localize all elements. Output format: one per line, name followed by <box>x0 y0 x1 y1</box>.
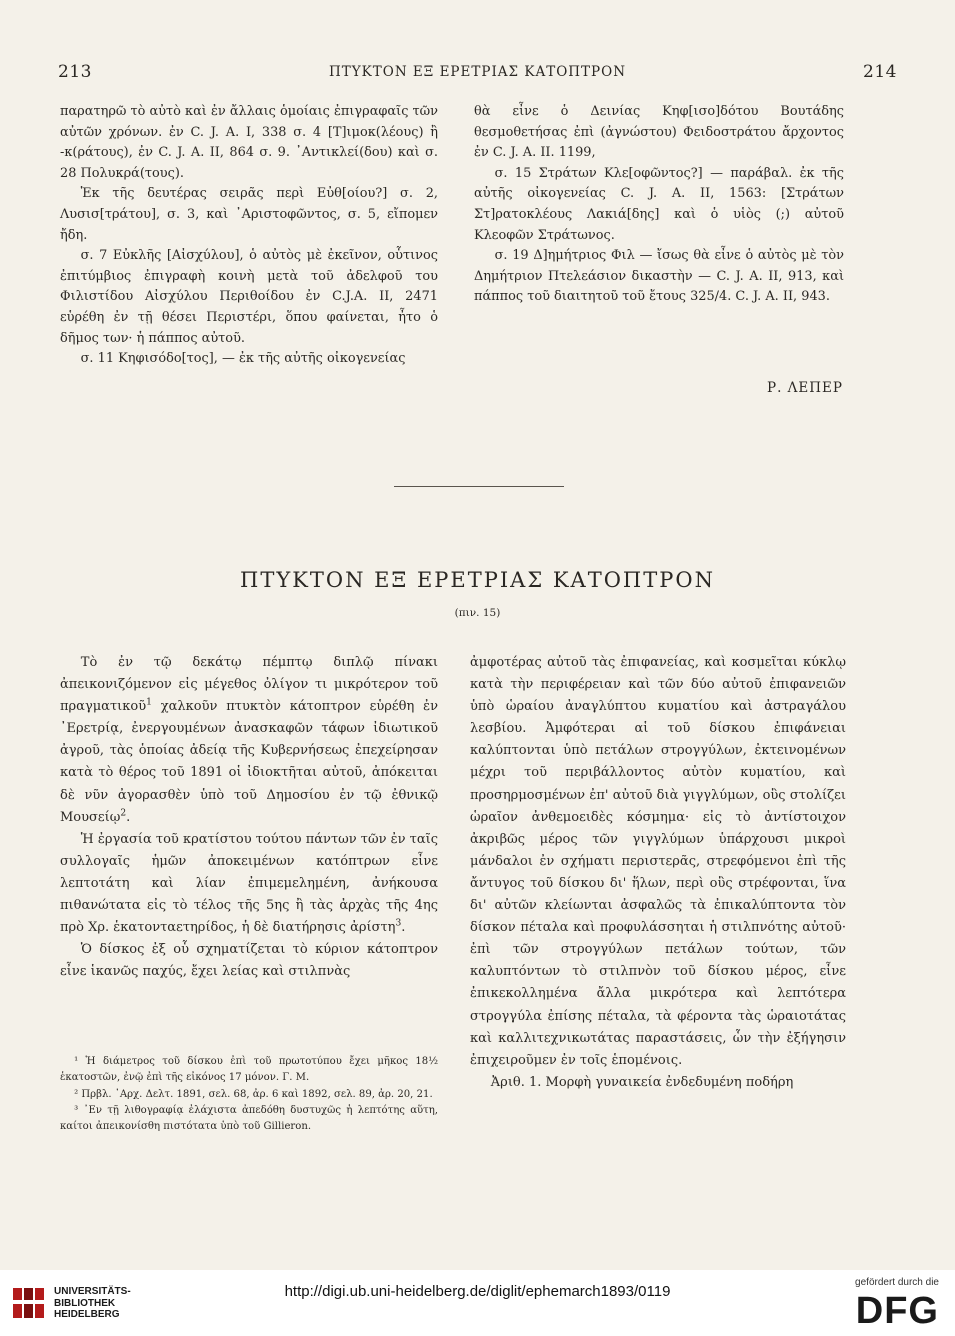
paragraph: σ. 19 Δ]ημήτριος Φιλ — ἴσως θὰ εἶνε ὁ αὐτὸς μὲ τὸν Δημήτριον Πτελεάσιον δικαστὴν — C. J. A. II, 913, καὶ πάππος τοῦ διαιτητοῦ τοῦ ἔτους 325/4. C. J. A. II, 943. <box>474 248 844 305</box>
text: χαλκοῦν πτυκτὸν κάτοπτρον εὑρέθη ἐν ᾿Ερετρίᾳ, ἐνεργουμένων ἀνασκαφῶν τάφων ἰδιωτικοῦ ἀγροῦ, τὰς ὁποίας ἀδείᾳ τῆς Κυβερνήσεως ἐπεχείρησαν κατὰ τὸ θέρος τοῦ 1891 οἱ ἰδιοκτῆται αὐτοῦ, ἀπόκειται δὲ νῦν ἀγορασθὲν ὑπὸ τοῦ Δημοσίου ἐν τῷ ἐθνικῷ Μουσείῳ <box>60 699 438 825</box>
paragraph: Τὸ ἐν τῷ δεκάτῳ πέμπτῳ διπλῷ πίνακι ἀπεικονιζόμενον εἰς μέγεθος ὀλίγον τι μικρότερον τοῦ πραγματικοῦ$^1$ χαλκοῦν πτυκτὸν κάτοπτρον εὑρέθη ἐν ᾿Ερετρίᾳ, ἐνεργουμένων ἀνασκαφῶν τάφων ἰδιωτικοῦ ἀγροῦ, τὰς ὁποίας ἀδείᾳ τῆς Κυβερνήσεως ἐπεχείρησαν κατὰ τὸ θέρος τοῦ 1891 οἱ ἰδιοκτῆται αὐτοῦ, ἀπόκειται δὲ νῦν ἀγορασθὲν ὑπὸ τοῦ Δημοσίου ἐν τῷ ἐθνικῷ Μουσείῳ$^2$. <box>60 655 438 825</box>
page-number-right: 214 <box>863 62 897 82</box>
paragraph: ἀμφοτέρας αὐτοῦ τὰς ἐπιφανείας, καὶ κοσμεῖται κύκλῳ κατὰ τὴν περιφέρειαν καὶ τῶν δύο αὐτοῦ ἐπιφανειῶν ὑπὸ ὡραίου ἀναγλύπτου κυματίου καὶ ἀστραγάλου λεσβίου. Ἀμφότεραι αἱ τοῦ δίσκου ἐπιφάνειαι καλύπτονται ὑπὸ πετάλων στρογγύλων, ἐκτεινομένων μέχρι τοῦ περιβάλλοντος αὐτὸν κυματίου, καὶ προσηρμοσμένων ἐπ' αὐτοῦ διὰ γιγγλύμων, οὓς στολίζει ὡραῖον ἀνθεμοειδὲς κόσμημα· εἰς τὸ ἀντίστοιχον ἀκριβῶς μέρος τῶν γιγγλύμων ὑπάρχουσι μικροὶ μάνδαλοι ἐν σχήματι περιστερᾶς, στρεφόμενοι ἐπὶ τῆς ἄντυγος τοῦ δίσκου δι' ἥλων, περὶ οὓς στρέφονται, ἵνα δι' αὐτῶν κλείωνται ἀσφαλῶς τὰ ἐπικαλύπτοντα τὸν δίσκον πέταλα καὶ προφυλάσσηται ἡ στιλπνότης αὐτοῦ· ἐπὶ τῶν στρογγύλων πετάλων τούτων, τῶν καλυπτόντων τὸ στιλπνὸν τοῦ δίσκου μέρος, εἶνε ἐπικεκολλημένα ἄλλα μικρότερα καὶ λεπτότερα στρογγύλα ἐπίσης πέταλα, τὰ φέροντα τὰς ὡραιοτάτας καὶ καλλιτεχνικωτάτας παραστάσεις, ὧν τὴν ἐξήγησιν ἐπιχειροῦμεν ἐν τοῖς ἑπομένοις. <box>470 655 846 1068</box>
paragraph: παρατηρῶ τὸ αὐτὸ καὶ ἐν ἄλλαις ὁμοίαις ἐπιγραφαῖς τῶν αὐτῶν χρόνων. ἐν C. J. A. I, 338 σ. 4 [Τ]ιμοκ(λέους) ἢ -κ(ράτους), ἐν C. J. A. II, 864 σ. 9. ᾿Αντικλεί(δου) καὶ σ. 28 Πολυκρά(τους). <box>60 104 438 181</box>
paragraph: θὰ εἶνε ὁ Δεινίας Κηφ[ισο]δότου Βουτάδης θεσμοθετήσας ἐπὶ (ἀγνώστου) Φειδοστράτου ἄρχοντος ἐν C. J. A. II. 1199, <box>474 104 844 161</box>
bottom-left-column <box>60 652 438 983</box>
viewer-footer <box>0 1270 955 1336</box>
paragraph: σ. 7 Εὐκλῆς [Αἰσχύλου], ὁ αὐτὸς μὲ ἐκεῖνον, οὗτινος ἐπιτύμβιος ἐπιγραφὴ κοινὴ μετὰ τοῦ ἀδελφοῦ του Φιλιστίδου Αἰσχύλου Περιθοίδου ἐν C.J.A. II, 2471 εὑρέθη ἐν τῇ θέσει Περιστέρι, ὅπου φαίνεται, ἦτο ὁ δῆμος των· ἡ πάππος αὐτοῦ. <box>60 248 438 346</box>
footnotes <box>60 1054 438 1136</box>
library-name-line: UNIVERSITÄTS- <box>54 1286 131 1297</box>
top-left-column <box>60 102 438 370</box>
text: Τὸ ἐν τῷ δεκάτῳ πέμπτῳ διπλῷ πίνακι ἀπεικονιζόμενον εἰς μέγεθος ὀλίγον τι μικρότερον τοῦ πραγματικοῦ <box>60 655 438 715</box>
text: Ἡ ἐργασία τοῦ κρατίστου τούτου πάντων τῶν ἐν ταῖς συλλογαῖς ἡμῶν ἀποκειμένων κατόπτρων εἶνε λεπτοτάτη καὶ λίαν ἐπιμεμελημένη, ἀνήκουσα πιθανώτατα εἰς τὸ τέλος τῆς 5ης ἢ τὰς ἀρχὰς τῆς 4ης πρὸ Χρ. ἑκατονταετηρίδος, ἡ δὲ διατήρησις ἀρίστη <box>60 831 438 936</box>
footnote: ² Πρβλ. ᾿Αρχ. Δελτ. 1891, σελ. 68, ἀρ. 6 καὶ 1892, σελ. 89, ἀρ. 20, 21. <box>74 1088 433 1100</box>
funding-note: gefördert durch die <box>855 1277 939 1288</box>
permalink-url[interactable]: http://digi.ub.uni-heidelberg.de/diglit/ephemarch1893/0119 <box>284 1283 671 1300</box>
article-title: ΠΤΥΚΤΟΝ ΕΞ ΕΡΕΤΡΙΑΣ ΚΑΤΟΠΤΡΟΝ <box>240 568 715 592</box>
top-right-column <box>474 102 844 308</box>
paragraph: Ἀριθ. 1. Μορφὴ γυναικεία ἐνδεδυμένη ποδήρη <box>490 1074 794 1090</box>
paragraph: Ἐκ τῆς δευτέρας σειρᾶς περὶ Εὐθ[οίου?] σ. 2, Λυσισ[τράτου], σ. 3, καὶ ᾿Αριστοφῶντος, σ. 5, εἴπομεν ἤδη. <box>60 186 438 243</box>
library-name-line: BIBLIOTHEK <box>54 1297 116 1309</box>
footnote: ¹ Ἡ διάμετρος τοῦ δίσκου ἐπὶ τοῦ πρωτοτύπου ἔχει μῆκος 18½ ἑκατοστῶν, ἐνῷ ἐπὶ τῆς εἰκόνος 17 μόνον. Γ. Μ. <box>60 1056 438 1083</box>
footnote-ref: 2 <box>120 808 127 819</box>
footnote-ref: 1 <box>146 697 152 708</box>
plate-reference: (πιν. 15) <box>454 607 501 619</box>
dfg-logo[interactable]: DFG <box>855 1290 939 1332</box>
running-title: ΠΤΥΚΤΟΝ ΕΞ ΕΡΕΤΡΙΑΣ ΚΑΤΟΠΤΡΟΝ <box>328 64 627 80</box>
library-name-line: HEIDELBERG <box>54 1309 120 1320</box>
running-head <box>58 62 897 84</box>
author-signature: Ρ. ΛΕΠΕΡ <box>767 380 843 396</box>
footnote-ref: 3 <box>395 918 402 929</box>
bottom-right-column <box>470 652 846 1094</box>
paragraph: σ. 15 Στράτων Κλε[οφῶντος?] — παράβαλ. ἐκ τῆς αὐτῆς οἰκογενείας C. J. A. II, 1563: [Στράτων Στ]ρατοκλέους Λακιά[δης] καὶ ὁ υἱὸς (;) αὐτοῦ Κλεοφῶν Στράτωνος. <box>474 165 844 243</box>
paragraph: σ. 11 Κηφισόδο[τος], — ἐκ τῆς αὐτῆς οἰκογενείας <box>80 351 406 367</box>
footnote: ³ ᾿Εν τῇ λιθογραφίᾳ ἐλάχιστα ἀπεδόθη δυστυχῶς ἡ λεπτότης αὕτη, καίτοι ἀπεικονίσθη πιστότατα ὑπὸ τοῦ Gillieron. <box>60 1105 438 1133</box>
page-number-left: 213 <box>58 62 92 82</box>
paragraph: Ὁ δίσκος ἐξ οὗ σχηματίζεται τὸ κύριον κάτοπτρον εἶνε ἱκανῶς παχύς, ἔχει λείας καὶ στιλπνὰς <box>60 942 438 980</box>
section-divider <box>394 486 564 487</box>
paragraph: Ἡ ἐργασία τοῦ κρατίστου τούτου πάντων τῶν ἐν ταῖς συλλογαῖς ἡμῶν ἀποκειμένων κατόπτρων εἶνε λεπτοτάτη καὶ λίαν ἐπιμεμελημένη, ἀνήκουσα πιθανώτατα εἰς τὸ τέλος τῆς 5ης ἢ τὰς ἀρχὰς τῆς 4ης πρὸ Χρ. ἑκατονταετηρίδος, ἡ δὲ διατήρησις ἀρίστη$^3$. <box>60 831 438 936</box>
